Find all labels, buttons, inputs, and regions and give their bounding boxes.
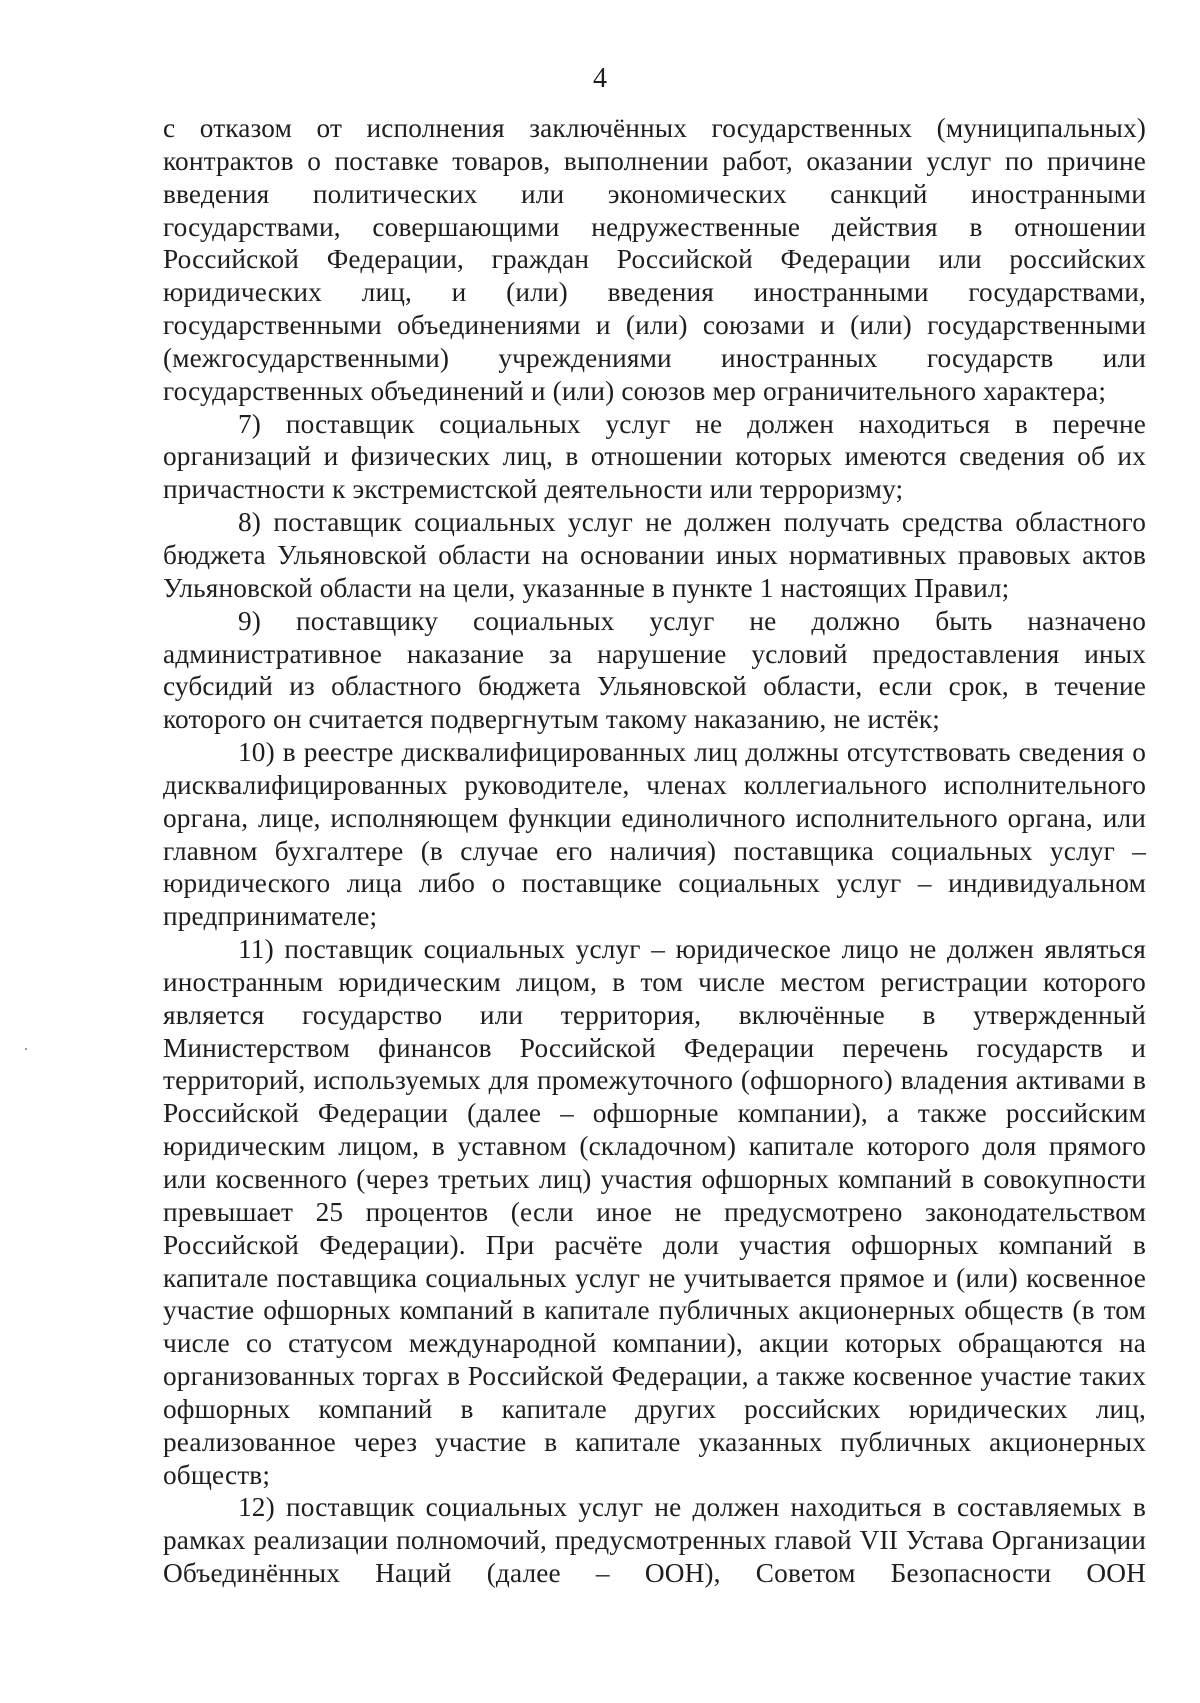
- paragraph-continuation: с отказом от исполнения заключённых государственных (муниципальных) контрактов о поставке товаров, выполнении работ, оказании услуг по причине введения политических или экономических санкций иностранными государствами, совершающими недружественные действия в отношении Российской Федерации, граждан Российской Федерации или российских юридических лиц, и (или) введения иностранными государствами, государственными объединениями и (или) союзами и (или) государственными (межгосударственными) учреждениями иностранных государств или государственных объединений и (или) союзов мер ограничительного характера;: [163, 113, 1146, 406]
- paragraph-item-7: 7) поставщик социальных услуг не должен находиться в перечне организаций и физических лиц, в отношении которых имеются сведения об их причастности к экстремистской деятельности или терроризму;: [163, 408, 1146, 505]
- page-number: 4: [593, 63, 607, 94]
- scan-speck: [25, 1048, 27, 1050]
- paragraph-item-12: 12) поставщик социальных услуг не должен находиться в составляемых в рамках реализации полномочий, предусмотренных главой VII Устава Организации Объединённых Наций (далее – ООН), Советом Безопасности ООН: [163, 1492, 1146, 1589]
- paragraph-item-9: 9) поставщику социальных услуг не должно быть назначено административное наказание за нарушение условий предоставления иных субсидий из областного бюджета Ульяновской области, если срок, в течение которого он считается подвергнутым такому наказанию, не истёк;: [163, 605, 1146, 735]
- paragraph-item-10: 10) в реестре дисквалифицированных лиц должны отсутствовать сведения о дисквалифицированных руководителе, членах коллегиального исполнительного органа, лице, исполняющем функции единоличного исполнительного органа, или главном бухгалтере (в случае его наличия) поставщика социальных услуг – юридического лица либо о поставщике социальных услуг – индивидуальном предпринимателе;: [163, 737, 1146, 932]
- document-body: [163, 112, 1146, 1590]
- paragraph-item-8: 8) поставщик социальных услуг не должен получать средства областного бюджета Ульяновской области на основании иных нормативных правовых актов Ульяновской области на цели, указанные в пункте 1 настоящих Правил;: [163, 507, 1146, 603]
- paragraph-item-11: 11) поставщик социальных услуг – юридическое лицо не должен являться иностранным юридическим лицом, в том числе местом регистрации которого является государство или территория, включённые в утвержденный Министерством финансов Российской Федерации перечень государств и территорий, используемых для промежуточного (офшорного) владения активами в Российской Федерации (далее – офшорные компании), а также российским юридическим лицом, в уставном (складочном) капитале которого доля прямого или косвенного (через третьих лиц) участия офшорных компаний в совокупности превышает 25 процентов (если иное не предусмотрено законодательством Российской Федерации). При расчёте доли участия офшорных компаний в капитале поставщика социальных услуг не учитывается прямое и (или) косвенное участие офшорных компаний в капитале публичных акционерных обществ (в том числе со статусом международной компании), акции которых обращаются на организованных торгах в Российской Федерации, а также косвенное участие таких офшорных компаний в капитале других российских юридических лиц, реализованное через участие в капитале указанных публичных акционерных обществ;: [163, 934, 1146, 1490]
